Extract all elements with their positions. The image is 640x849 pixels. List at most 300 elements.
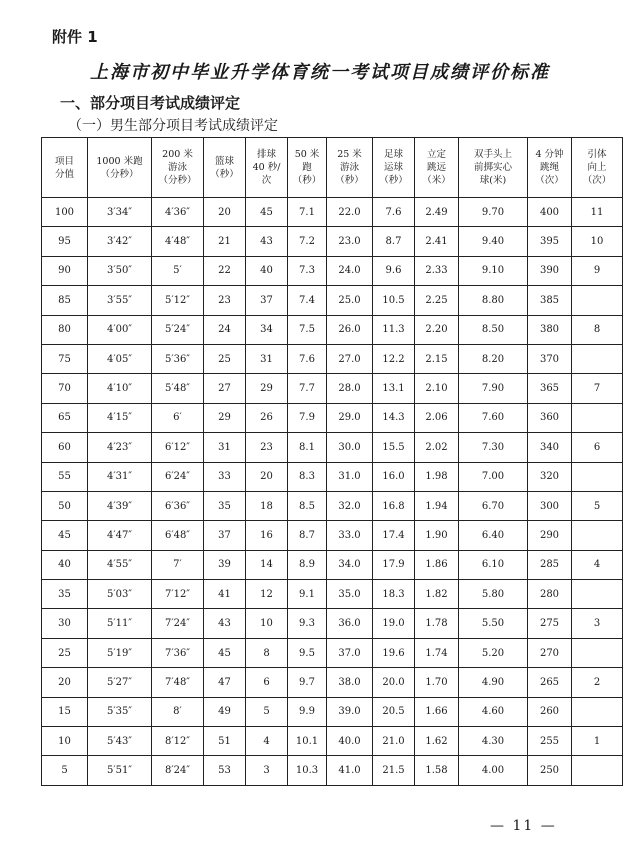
- table-cell: 5′48″: [152, 374, 204, 403]
- column-header-line: 分值: [54, 168, 74, 180]
- table-cell: 4′48″: [152, 227, 204, 256]
- table-row: [42, 227, 623, 256]
- table-cell: 55: [42, 462, 88, 491]
- table-cell: 41.0: [327, 756, 373, 785]
- table-cell: 8.7: [288, 521, 327, 550]
- table-cell: 60: [42, 433, 88, 462]
- table-cell: 25: [42, 638, 88, 667]
- table-cell: 7.6: [373, 198, 415, 227]
- table-cell: 7.1: [288, 198, 327, 227]
- table-cell: 8′12″: [152, 727, 204, 756]
- table-cell: 9.5: [288, 638, 327, 667]
- table-cell: 51: [204, 727, 246, 756]
- table-cell: 4′31″: [88, 462, 152, 491]
- table-cell: 3′55″: [88, 286, 152, 315]
- table-cell: 5′36″: [152, 344, 204, 373]
- column-header-line: 排球: [256, 149, 276, 160]
- table-cell: 100: [42, 198, 88, 227]
- table-cell: 7.4: [288, 286, 327, 315]
- table-cell: 20.5: [373, 697, 415, 726]
- table-cell: 33: [204, 462, 246, 491]
- table-cell: 43: [246, 227, 288, 256]
- table-cell: 29.0: [327, 403, 373, 432]
- table-cell: 1.70: [415, 668, 459, 697]
- table-cell: 4.90: [459, 668, 528, 697]
- column-header-line: （次）: [535, 175, 564, 186]
- table-row: [42, 315, 623, 344]
- column-header: [415, 138, 459, 198]
- subsection-heading: （一）男生部分项目考试成绩评定: [68, 118, 278, 134]
- column-header-line: 引体: [587, 149, 607, 160]
- table-cell: 380: [528, 315, 572, 344]
- table-cell: 390: [528, 256, 572, 285]
- table-cell: 9.9: [288, 697, 327, 726]
- table-cell: 12.2: [373, 344, 415, 373]
- table-cell: 47: [204, 668, 246, 697]
- table-cell: 40: [246, 256, 288, 285]
- table-cell: 10.1: [288, 727, 327, 756]
- table-cell: 23: [204, 286, 246, 315]
- table-cell: 4′36″: [152, 198, 204, 227]
- table-cell: 7′36″: [152, 638, 204, 667]
- table-cell: 25: [204, 344, 246, 373]
- table-cell: 7.30: [459, 433, 528, 462]
- table-cell: 385: [528, 286, 572, 315]
- table-cell: [572, 344, 623, 373]
- table-cell: 370: [528, 344, 572, 373]
- column-header-line: （秒）: [335, 175, 364, 186]
- table-cell: 8.1: [288, 433, 327, 462]
- column-header: [288, 138, 327, 198]
- table-row: [42, 550, 623, 579]
- table-cell: 6.40: [459, 521, 528, 550]
- table-cell: 8.9: [288, 550, 327, 579]
- table-cell: 90: [42, 256, 88, 285]
- table-cell: 5′: [152, 256, 204, 285]
- table-cell: 3′50″: [88, 256, 152, 285]
- table-cell: 7.60: [459, 403, 528, 432]
- table-cell: 2.02: [415, 433, 459, 462]
- table-row: [42, 491, 623, 520]
- table-cell: 2.41: [415, 227, 459, 256]
- column-header-line: 40 秒/: [252, 162, 281, 173]
- table-cell: 5′12″: [152, 286, 204, 315]
- table-cell: 9.7: [288, 668, 327, 697]
- table-cell: 35: [204, 491, 246, 520]
- column-header-line: 立定: [426, 149, 446, 160]
- table-cell: 6′48″: [152, 521, 204, 550]
- column-header-line: 双手头上: [473, 149, 512, 160]
- table-cell: 8.5: [288, 491, 327, 520]
- column-header: [327, 138, 373, 198]
- table-row: [42, 580, 623, 609]
- table-row: [42, 286, 623, 315]
- column-header-line: 向上: [587, 162, 607, 173]
- table-cell: 2.33: [415, 256, 459, 285]
- table-cell: 5′19″: [88, 638, 152, 667]
- table-cell: 85: [42, 286, 88, 315]
- table-cell: 4.30: [459, 727, 528, 756]
- table-row: [42, 256, 623, 285]
- table-cell: 1.90: [415, 521, 459, 550]
- table-cell: 2.10: [415, 374, 459, 403]
- table-cell: 30.0: [327, 433, 373, 462]
- column-header: [152, 138, 204, 198]
- table-cell: 7′: [152, 550, 204, 579]
- table-row: [42, 638, 623, 667]
- table-cell: 2.49: [415, 198, 459, 227]
- column-header-line: 200 米: [162, 149, 193, 160]
- table-cell: 24.0: [327, 256, 373, 285]
- table-cell: 20: [204, 198, 246, 227]
- table-cell: 9.3: [288, 609, 327, 638]
- page-title: 上海市初中毕业升学体育统一考试项目成绩评价标准: [90, 62, 550, 83]
- column-header-line: 足球: [383, 149, 403, 160]
- table-cell: 40: [42, 550, 88, 579]
- page-number: — 11 —: [490, 818, 557, 834]
- table-cell: 8: [572, 315, 623, 344]
- table-cell: 11.3: [373, 315, 415, 344]
- table-cell: 5.80: [459, 580, 528, 609]
- table-row: [42, 433, 623, 462]
- table-cell: 1: [572, 727, 623, 756]
- table-cell: 28.0: [327, 374, 373, 403]
- table-cell: 29: [204, 403, 246, 432]
- table-cell: 20: [42, 668, 88, 697]
- table-cell: 25.0: [327, 286, 373, 315]
- column-header-line: 25 米: [337, 149, 362, 160]
- table-cell: 5: [246, 697, 288, 726]
- table-cell: 10: [246, 609, 288, 638]
- table-cell: 3′34″: [88, 198, 152, 227]
- table-cell: 340: [528, 433, 572, 462]
- table-cell: 18: [246, 491, 288, 520]
- table-cell: 14: [246, 550, 288, 579]
- table-row: [42, 609, 623, 638]
- table-cell: 4′10″: [88, 374, 152, 403]
- table-cell: 15.5: [373, 433, 415, 462]
- table-cell: 11: [572, 198, 623, 227]
- table-cell: 17.4: [373, 521, 415, 550]
- table-cell: 2.06: [415, 403, 459, 432]
- table-cell: 2: [572, 668, 623, 697]
- column-header: [373, 138, 415, 198]
- table-cell: 4′55″: [88, 550, 152, 579]
- table-cell: 9: [572, 256, 623, 285]
- table-cell: 4′15″: [88, 403, 152, 432]
- table-cell: 37: [204, 521, 246, 550]
- table-cell: 9.1: [288, 580, 327, 609]
- column-header-line: 前掷实心: [473, 162, 512, 173]
- table-cell: 39: [204, 550, 246, 579]
- table-cell: 6.70: [459, 491, 528, 520]
- column-header: [459, 138, 528, 198]
- column-header-line: 项目: [54, 155, 74, 167]
- table-cell: 7.00: [459, 462, 528, 491]
- table-cell: 38.0: [327, 668, 373, 697]
- table-cell: 250: [528, 756, 572, 785]
- table-cell: 360: [528, 403, 572, 432]
- table-cell: 22: [204, 256, 246, 285]
- table-cell: 7.3: [288, 256, 327, 285]
- table-row: [42, 462, 623, 491]
- column-header: [42, 138, 88, 198]
- table-cell: 9.10: [459, 256, 528, 285]
- table-cell: 395: [528, 227, 572, 256]
- table-cell: 290: [528, 521, 572, 550]
- table-cell: 29: [246, 374, 288, 403]
- column-header: [528, 138, 572, 198]
- table-cell: 20: [246, 462, 288, 491]
- attachment-label: 附件 1: [52, 28, 98, 46]
- table-cell: 8.3: [288, 462, 327, 491]
- table-cell: 43: [204, 609, 246, 638]
- table-cell: 2.25: [415, 286, 459, 315]
- table-cell: 16.8: [373, 491, 415, 520]
- table-cell: 6: [246, 668, 288, 697]
- table-row: [42, 198, 623, 227]
- table-cell: 22.0: [327, 198, 373, 227]
- table-cell: 3: [572, 609, 623, 638]
- column-header-line: 1000 米跑: [96, 155, 143, 167]
- table-cell: 7.90: [459, 374, 528, 403]
- table-cell: 8: [246, 638, 288, 667]
- column-header-line: （分秒）: [100, 168, 139, 180]
- table-cell: [572, 286, 623, 315]
- table-cell: 1.62: [415, 727, 459, 756]
- column-header-line: （米）: [422, 175, 451, 186]
- table-cell: 45: [204, 638, 246, 667]
- table-cell: 1.78: [415, 609, 459, 638]
- table-cell: 24: [204, 315, 246, 344]
- table-cell: 7.7: [288, 374, 327, 403]
- table-cell: 5′03″: [88, 580, 152, 609]
- table-cell: 9.70: [459, 198, 528, 227]
- table-cell: 4′47″: [88, 521, 152, 550]
- table-cell: 30: [42, 609, 88, 638]
- table-cell: 14.3: [373, 403, 415, 432]
- table-cell: 31.0: [327, 462, 373, 491]
- table-cell: 1.94: [415, 491, 459, 520]
- table-cell: 6′24″: [152, 462, 204, 491]
- table-cell: 10: [572, 227, 623, 256]
- column-header-line: 跳远: [426, 162, 446, 173]
- table-cell: 53: [204, 756, 246, 785]
- table-cell: 270: [528, 638, 572, 667]
- table-cell: [572, 521, 623, 550]
- table-row: [42, 344, 623, 373]
- table-cell: 6′: [152, 403, 204, 432]
- table-cell: 4′05″: [88, 344, 152, 373]
- table-header-row: [42, 138, 623, 198]
- table-cell: 4.00: [459, 756, 528, 785]
- section-heading: 一、部分项目考试成绩评定: [60, 94, 241, 112]
- table-cell: 7′48″: [152, 668, 204, 697]
- column-header-line: 4 分钟: [535, 149, 564, 160]
- table-cell: 27.0: [327, 344, 373, 373]
- table-cell: 4′39″: [88, 491, 152, 520]
- table-cell: 8′24″: [152, 756, 204, 785]
- table-cell: 285: [528, 550, 572, 579]
- table-cell: [572, 697, 623, 726]
- table-cell: 10.3: [288, 756, 327, 785]
- table-cell: 5′27″: [88, 668, 152, 697]
- table-cell: 34.0: [327, 550, 373, 579]
- table-cell: 18.3: [373, 580, 415, 609]
- column-header-line: 球(米): [479, 175, 507, 186]
- table-row: [42, 668, 623, 697]
- column-header: [88, 138, 152, 198]
- table-cell: 4: [572, 550, 623, 579]
- table-cell: 5′43″: [88, 727, 152, 756]
- table-cell: 5: [572, 491, 623, 520]
- table-cell: 35.0: [327, 580, 373, 609]
- table-cell: 4′00″: [88, 315, 152, 344]
- table-cell: 7.5: [288, 315, 327, 344]
- table-cell: 255: [528, 727, 572, 756]
- column-header-line: （秒）: [210, 168, 239, 180]
- table-cell: 2.20: [415, 315, 459, 344]
- table-cell: 9.40: [459, 227, 528, 256]
- table-cell: 1.82: [415, 580, 459, 609]
- table-cell: 3′42″: [88, 227, 152, 256]
- table-cell: 37: [246, 286, 288, 315]
- table-cell: 21.5: [373, 756, 415, 785]
- table-cell: 17.9: [373, 550, 415, 579]
- table-cell: 5: [42, 756, 88, 785]
- table-cell: 23.0: [327, 227, 373, 256]
- table-cell: 40.0: [327, 727, 373, 756]
- table-cell: 39.0: [327, 697, 373, 726]
- column-header-line: 跑: [302, 162, 312, 173]
- table-cell: 4.60: [459, 697, 528, 726]
- table-cell: 16: [246, 521, 288, 550]
- table-cell: 6: [572, 433, 623, 462]
- table-cell: 34: [246, 315, 288, 344]
- table-cell: 37.0: [327, 638, 373, 667]
- table-cell: 32.0: [327, 491, 373, 520]
- table-cell: 49: [204, 697, 246, 726]
- table-cell: 6′36″: [152, 491, 204, 520]
- table-cell: 7: [572, 374, 623, 403]
- table-cell: 5′11″: [88, 609, 152, 638]
- column-header-line: 50 米: [294, 149, 320, 160]
- column-header: [246, 138, 288, 198]
- table-body: [42, 198, 623, 786]
- column-header: [204, 138, 246, 198]
- table-cell: 275: [528, 609, 572, 638]
- table-cell: 7′24″: [152, 609, 204, 638]
- table-cell: 65: [42, 403, 88, 432]
- table-cell: 6.10: [459, 550, 528, 579]
- table-cell: 26: [246, 403, 288, 432]
- table-cell: 8.50: [459, 315, 528, 344]
- table-cell: 9.6: [373, 256, 415, 285]
- table-cell: 50: [42, 491, 88, 520]
- table-cell: 1.58: [415, 756, 459, 785]
- table-cell: 15: [42, 697, 88, 726]
- table-cell: [572, 462, 623, 491]
- table-cell: 70: [42, 374, 88, 403]
- table-cell: 3: [246, 756, 288, 785]
- table-cell: 31: [246, 344, 288, 373]
- column-header-line: 跳绳: [539, 162, 559, 173]
- table-cell: 2.15: [415, 344, 459, 373]
- table-cell: 320: [528, 462, 572, 491]
- table-cell: 8′: [152, 697, 204, 726]
- table-cell: 4′23″: [88, 433, 152, 462]
- column-header-line: 游泳: [339, 162, 359, 173]
- table-row: [42, 727, 623, 756]
- table-cell: [572, 580, 623, 609]
- table-cell: 27: [204, 374, 246, 403]
- table-cell: 36.0: [327, 609, 373, 638]
- table-cell: 7.9: [288, 403, 327, 432]
- table-cell: 8.20: [459, 344, 528, 373]
- table-cell: [572, 756, 623, 785]
- table-cell: 7.2: [288, 227, 327, 256]
- table-cell: 260: [528, 697, 572, 726]
- score-standard-table: [41, 137, 623, 786]
- table-row: [42, 756, 623, 785]
- column-header-line: （次）: [582, 175, 612, 186]
- column-header-line: 游泳: [167, 162, 187, 173]
- table-cell: 26.0: [327, 315, 373, 344]
- table-cell: 7.6: [288, 344, 327, 373]
- table-cell: 19.6: [373, 638, 415, 667]
- column-header-line: （秒）: [292, 175, 322, 186]
- table-cell: 35: [42, 580, 88, 609]
- table-cell: 33.0: [327, 521, 373, 550]
- column-header: [572, 138, 623, 198]
- table-row: [42, 374, 623, 403]
- column-header-line: 运球: [383, 162, 403, 173]
- table-cell: 1.86: [415, 550, 459, 579]
- table-cell: 1.98: [415, 462, 459, 491]
- table-cell: 23: [246, 433, 288, 462]
- table-row: [42, 697, 623, 726]
- table-cell: 400: [528, 198, 572, 227]
- table-cell: 300: [528, 491, 572, 520]
- table-cell: [572, 638, 623, 667]
- table-cell: 45: [246, 198, 288, 227]
- table-cell: 20.0: [373, 668, 415, 697]
- table-cell: 16.0: [373, 462, 415, 491]
- column-header-line: 篮球: [214, 155, 234, 167]
- table-cell: 5.20: [459, 638, 528, 667]
- table-cell: 6′12″: [152, 433, 204, 462]
- table-cell: 7′12″: [152, 580, 204, 609]
- table-cell: 80: [42, 315, 88, 344]
- table-cell: 45: [42, 521, 88, 550]
- table-cell: [572, 403, 623, 432]
- table-cell: 4: [246, 727, 288, 756]
- column-header-line: （秒）: [379, 175, 408, 186]
- table-cell: 365: [528, 374, 572, 403]
- table-cell: 5′24″: [152, 315, 204, 344]
- table-cell: 31: [204, 433, 246, 462]
- column-header-line: 次: [261, 175, 272, 186]
- table-cell: 265: [528, 668, 572, 697]
- table-cell: 95: [42, 227, 88, 256]
- table-cell: 12: [246, 580, 288, 609]
- table-cell: 10: [42, 727, 88, 756]
- table-row: [42, 403, 623, 432]
- table-cell: 280: [528, 580, 572, 609]
- table-cell: 8.7: [373, 227, 415, 256]
- table-cell: 21.0: [373, 727, 415, 756]
- table-cell: 19.0: [373, 609, 415, 638]
